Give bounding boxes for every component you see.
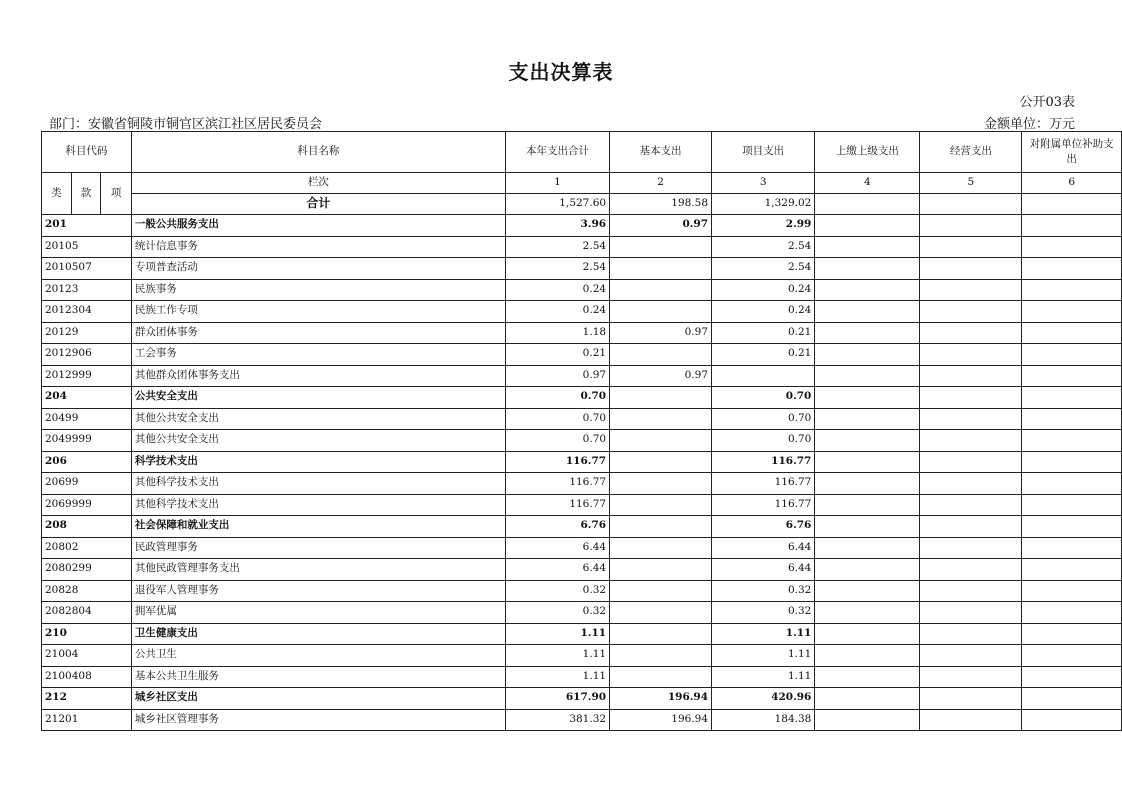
amount-cell — [920, 451, 1022, 473]
subject-code: 212 — [42, 688, 132, 710]
table-row — [42, 537, 1122, 559]
header-col-1: 本年支出合计 — [505, 132, 609, 173]
amount-cell — [610, 623, 712, 645]
column-number: 2 — [610, 173, 712, 194]
amount-cell: 3.96 — [505, 215, 609, 237]
amount-cell — [815, 623, 920, 645]
amount-cell — [920, 387, 1022, 409]
amount-cell — [610, 666, 712, 688]
amount-cell — [1022, 666, 1122, 688]
subject-name: 城乡社区支出 — [131, 688, 505, 710]
subject-code: 2012999 — [42, 365, 132, 387]
subject-name: 民族事务 — [131, 279, 505, 301]
subject-name: 拥军优属 — [131, 602, 505, 624]
subject-code: 206 — [42, 451, 132, 473]
amount-cell — [1022, 408, 1122, 430]
amount-cell: 1.11 — [712, 645, 815, 667]
amount-cell: 0.97 — [610, 215, 712, 237]
table-row — [42, 645, 1122, 667]
amount-cell: 2.54 — [505, 236, 609, 258]
total-value — [1022, 194, 1122, 215]
amount-cell: 116.77 — [712, 473, 815, 495]
amount-cell — [920, 709, 1022, 731]
amount-cell — [1022, 537, 1122, 559]
amount-cell — [610, 494, 712, 516]
amount-cell — [920, 537, 1022, 559]
subject-code: 2012304 — [42, 301, 132, 323]
table-row — [42, 666, 1122, 688]
amount-cell — [920, 623, 1022, 645]
subject-code: 20699 — [42, 473, 132, 495]
column-number: 6 — [1022, 173, 1122, 194]
amount-cell — [610, 645, 712, 667]
header-kuan: 款 — [71, 173, 101, 215]
subject-name: 基本公共卫生服务 — [131, 666, 505, 688]
amount-cell — [920, 602, 1022, 624]
header-row — [42, 132, 1122, 173]
subject-name: 其他群众团体事务支出 — [131, 365, 505, 387]
amount-cell: 0.70 — [712, 387, 815, 409]
amount-cell — [815, 645, 920, 667]
amount-unit-label: 金额单位：万元 — [983, 117, 1075, 132]
amount-cell — [610, 387, 712, 409]
amount-cell: 420.96 — [712, 688, 815, 710]
amount-cell — [920, 258, 1022, 280]
amount-cell — [920, 279, 1022, 301]
amount-cell — [920, 580, 1022, 602]
table-row — [42, 322, 1122, 344]
amount-cell — [815, 559, 920, 581]
subject-code: 20828 — [42, 580, 132, 602]
amount-cell: 617.90 — [505, 688, 609, 710]
amount-cell: 6.76 — [712, 516, 815, 538]
amount-cell: 0.21 — [505, 344, 609, 366]
amount-cell — [1022, 344, 1122, 366]
amount-cell — [712, 365, 815, 387]
subject-code: 2049999 — [42, 430, 132, 452]
header-lei: 类 — [42, 173, 72, 215]
column-number: 4 — [815, 173, 920, 194]
total-value: 1,527.60 — [505, 194, 609, 215]
amount-cell: 0.24 — [712, 301, 815, 323]
subject-name: 公共安全支出 — [131, 387, 505, 409]
header-lanci: 栏次 — [131, 173, 505, 194]
table-row — [42, 301, 1122, 323]
amount-cell — [920, 516, 1022, 538]
amount-cell: 196.94 — [610, 709, 712, 731]
header-name: 科目名称 — [131, 132, 505, 173]
total-value — [920, 194, 1022, 215]
amount-cell — [1022, 494, 1122, 516]
table-row — [42, 473, 1122, 495]
amount-cell: 6.44 — [505, 537, 609, 559]
amount-cell — [815, 666, 920, 688]
column-number: 5 — [920, 173, 1022, 194]
amount-cell — [610, 430, 712, 452]
subject-code: 2010507 — [42, 258, 132, 280]
amount-cell — [1022, 279, 1122, 301]
amount-cell: 6.44 — [505, 559, 609, 581]
amount-cell — [610, 473, 712, 495]
subject-code: 2080299 — [42, 559, 132, 581]
column-number: 1 — [505, 173, 609, 194]
header-col-6: 对附属单位补助支出 — [1022, 132, 1122, 173]
amount-cell — [610, 258, 712, 280]
amount-cell — [815, 279, 920, 301]
subject-name: 科学技术支出 — [131, 451, 505, 473]
amount-cell: 2.54 — [712, 258, 815, 280]
subject-code: 20105 — [42, 236, 132, 258]
amount-cell — [815, 344, 920, 366]
department-label: 部门：安徽省铜陵市铜官区滨江社区居民委员会 — [49, 117, 323, 132]
column-number: 3 — [712, 173, 815, 194]
amount-cell — [815, 580, 920, 602]
header-code: 科目代码 — [42, 132, 132, 173]
amount-cell — [920, 666, 1022, 688]
amount-cell: 184.38 — [712, 709, 815, 731]
amount-cell — [1022, 688, 1122, 710]
subject-name: 城乡社区管理事务 — [131, 709, 505, 731]
total-value: 1,329.02 — [712, 194, 815, 215]
amount-cell: 0.32 — [712, 602, 815, 624]
table-row — [42, 559, 1122, 581]
subject-name: 工会事务 — [131, 344, 505, 366]
amount-cell: 116.77 — [505, 451, 609, 473]
amount-cell: 0.97 — [610, 365, 712, 387]
amount-cell: 0.21 — [712, 322, 815, 344]
amount-cell — [920, 430, 1022, 452]
subject-name: 统计信息事务 — [131, 236, 505, 258]
amount-cell — [815, 709, 920, 731]
amount-cell: 0.97 — [505, 365, 609, 387]
subject-code: 210 — [42, 623, 132, 645]
amount-cell — [1022, 709, 1122, 731]
amount-cell: 1.11 — [712, 666, 815, 688]
amount-cell: 1.11 — [505, 623, 609, 645]
subject-name: 民族工作专项 — [131, 301, 505, 323]
amount-cell — [815, 215, 920, 237]
amount-cell — [815, 301, 920, 323]
amount-cell — [610, 537, 712, 559]
header-col-4: 上缴上级支出 — [815, 132, 920, 173]
amount-cell: 6.44 — [712, 559, 815, 581]
amount-cell — [610, 451, 712, 473]
table-row — [42, 344, 1122, 366]
subject-name: 退役军人管理事务 — [131, 580, 505, 602]
amount-cell — [815, 365, 920, 387]
table-row — [42, 236, 1122, 258]
table-row — [42, 451, 1122, 473]
amount-cell — [610, 301, 712, 323]
amount-cell — [815, 473, 920, 495]
subject-name: 公共卫生 — [131, 645, 505, 667]
amount-cell — [920, 301, 1022, 323]
amount-cell — [815, 387, 920, 409]
amount-cell: 2.54 — [712, 236, 815, 258]
page-title: 支出决算表 — [508, 60, 614, 84]
amount-cell: 0.70 — [505, 430, 609, 452]
amount-cell — [1022, 623, 1122, 645]
amount-cell: 2.99 — [712, 215, 815, 237]
subject-code: 21201 — [42, 709, 132, 731]
header-col-3: 项目支出 — [712, 132, 815, 173]
amount-cell — [920, 408, 1022, 430]
table-row — [42, 215, 1122, 237]
header-col-2: 基本支出 — [610, 132, 712, 173]
expenditure-table — [41, 131, 1122, 731]
subject-code: 2082804 — [42, 602, 132, 624]
amount-cell — [815, 408, 920, 430]
table-row — [42, 688, 1122, 710]
table-row — [42, 709, 1122, 731]
amount-cell: 0.70 — [505, 408, 609, 430]
header-xiang: 项 — [101, 173, 132, 215]
amount-cell: 0.70 — [712, 430, 815, 452]
table-row — [42, 430, 1122, 452]
amount-cell: 0.32 — [505, 580, 609, 602]
amount-cell — [920, 365, 1022, 387]
subject-code: 204 — [42, 387, 132, 409]
table-row — [42, 623, 1122, 645]
amount-cell — [1022, 236, 1122, 258]
amount-cell — [920, 473, 1022, 495]
amount-cell — [610, 602, 712, 624]
amount-cell — [920, 688, 1022, 710]
amount-cell — [815, 516, 920, 538]
table-row — [42, 365, 1122, 387]
amount-cell — [920, 344, 1022, 366]
subject-code: 20123 — [42, 279, 132, 301]
amount-cell — [610, 279, 712, 301]
subject-code: 21004 — [42, 645, 132, 667]
amount-cell: 6.76 — [505, 516, 609, 538]
amount-cell — [610, 559, 712, 581]
column-number-row — [42, 173, 1122, 194]
amount-cell — [1022, 580, 1122, 602]
amount-cell: 0.70 — [505, 387, 609, 409]
amount-cell — [610, 580, 712, 602]
amount-cell: 6.44 — [712, 537, 815, 559]
form-number: 公开03表 — [1019, 95, 1075, 110]
amount-cell — [1022, 451, 1122, 473]
amount-cell — [815, 537, 920, 559]
subject-code: 20802 — [42, 537, 132, 559]
amount-cell: 0.24 — [505, 301, 609, 323]
amount-cell: 1.11 — [712, 623, 815, 645]
subject-name: 其他科学技术支出 — [131, 494, 505, 516]
amount-cell — [920, 236, 1022, 258]
amount-cell — [1022, 645, 1122, 667]
subject-name: 其他公共安全支出 — [131, 408, 505, 430]
subject-name: 一般公共服务支出 — [131, 215, 505, 237]
amount-cell — [920, 559, 1022, 581]
amount-cell: 381.32 — [505, 709, 609, 731]
amount-cell — [1022, 215, 1122, 237]
subject-name: 专项普查活动 — [131, 258, 505, 280]
amount-cell: 1.18 — [505, 322, 609, 344]
table-row — [42, 408, 1122, 430]
amount-cell: 116.77 — [505, 473, 609, 495]
subject-name: 社会保障和就业支出 — [131, 516, 505, 538]
amount-cell — [610, 516, 712, 538]
table-row — [42, 602, 1122, 624]
table-row — [42, 279, 1122, 301]
subject-name: 群众团体事务 — [131, 322, 505, 344]
subject-name: 其他科学技术支出 — [131, 473, 505, 495]
amount-cell — [815, 236, 920, 258]
amount-cell: 1.11 — [505, 645, 609, 667]
amount-cell — [920, 215, 1022, 237]
amount-cell — [1022, 258, 1122, 280]
header-col-5: 经营支出 — [920, 132, 1022, 173]
amount-cell — [815, 688, 920, 710]
subject-code: 2069999 — [42, 494, 132, 516]
amount-cell: 0.32 — [505, 602, 609, 624]
amount-cell: 116.77 — [505, 494, 609, 516]
amount-cell — [610, 408, 712, 430]
amount-cell — [815, 602, 920, 624]
subject-name: 卫生健康支出 — [131, 623, 505, 645]
amount-cell — [1022, 387, 1122, 409]
amount-cell: 0.21 — [712, 344, 815, 366]
subject-code: 20499 — [42, 408, 132, 430]
amount-cell — [1022, 430, 1122, 452]
amount-cell — [1022, 602, 1122, 624]
amount-cell — [610, 344, 712, 366]
amount-cell: 0.70 — [712, 408, 815, 430]
amount-cell — [1022, 473, 1122, 495]
total-value — [815, 194, 920, 215]
amount-cell: 196.94 — [610, 688, 712, 710]
subject-code: 201 — [42, 215, 132, 237]
amount-cell: 0.32 — [712, 580, 815, 602]
amount-cell: 1.11 — [505, 666, 609, 688]
subject-code: 2012906 — [42, 344, 132, 366]
amount-cell — [920, 322, 1022, 344]
amount-cell — [815, 322, 920, 344]
subject-code: 2100408 — [42, 666, 132, 688]
amount-cell — [1022, 559, 1122, 581]
subject-name: 其他民政管理事务支出 — [131, 559, 505, 581]
amount-cell — [815, 451, 920, 473]
amount-cell: 0.24 — [712, 279, 815, 301]
subject-name: 其他公共安全支出 — [131, 430, 505, 452]
amount-cell: 116.77 — [712, 451, 815, 473]
amount-cell — [815, 258, 920, 280]
amount-cell — [610, 236, 712, 258]
amount-cell — [815, 430, 920, 452]
amount-cell: 2.54 — [505, 258, 609, 280]
amount-cell: 0.97 — [610, 322, 712, 344]
amount-cell — [1022, 301, 1122, 323]
amount-cell: 116.77 — [712, 494, 815, 516]
subject-code: 20129 — [42, 322, 132, 344]
table-row — [42, 258, 1122, 280]
amount-cell — [1022, 516, 1122, 538]
amount-cell — [920, 494, 1022, 516]
amount-cell — [1022, 322, 1122, 344]
table-row — [42, 494, 1122, 516]
table-row — [42, 580, 1122, 602]
total-label: 合计 — [131, 194, 505, 215]
total-row — [42, 194, 1122, 215]
total-value: 198.58 — [610, 194, 712, 215]
table-row — [42, 387, 1122, 409]
amount-cell — [1022, 365, 1122, 387]
amount-cell — [815, 494, 920, 516]
amount-cell — [920, 645, 1022, 667]
table-row — [42, 516, 1122, 538]
amount-cell: 0.24 — [505, 279, 609, 301]
subject-code: 208 — [42, 516, 132, 538]
subject-name: 民政管理事务 — [131, 537, 505, 559]
